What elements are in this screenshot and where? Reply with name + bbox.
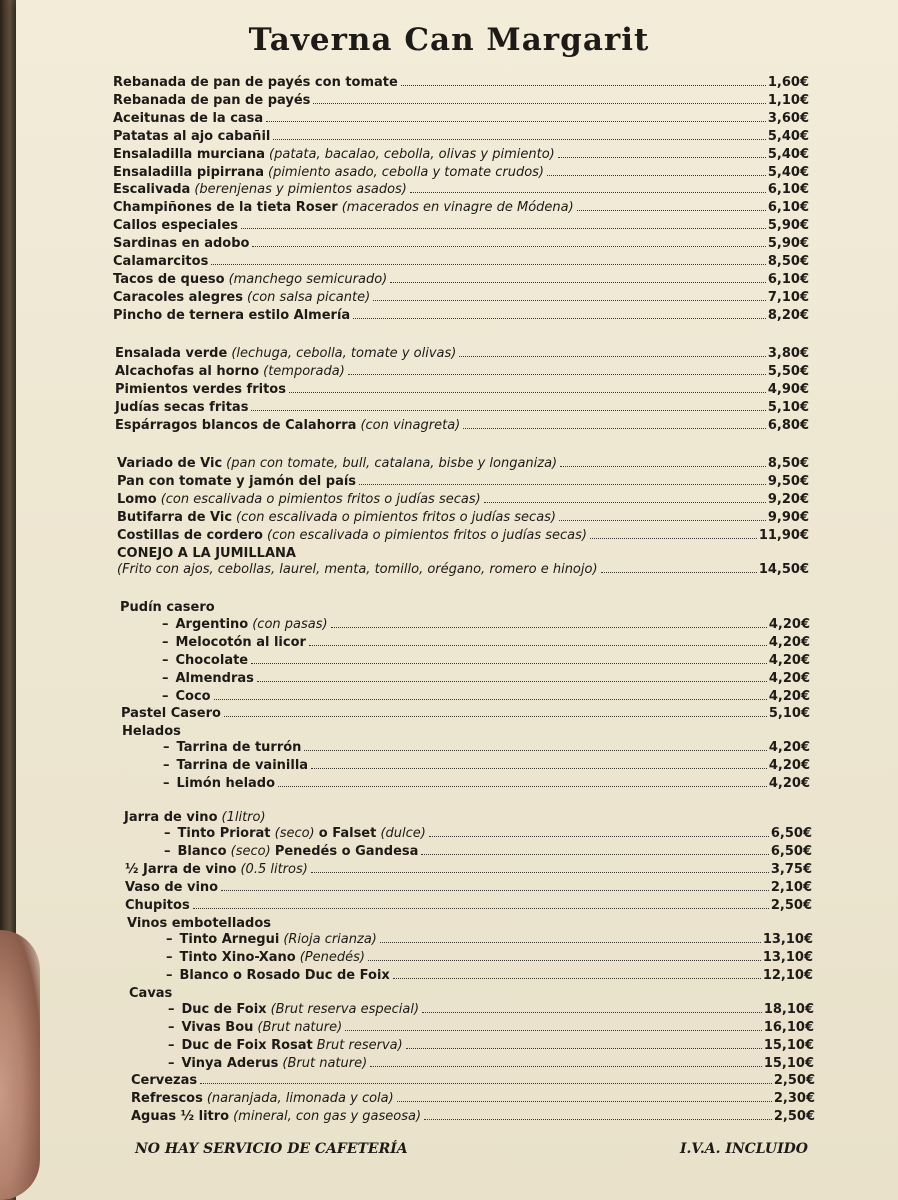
section-header (124, 810, 266, 825)
item-description: (Brut nature) (282, 1055, 368, 1071)
dot-leader (424, 1119, 772, 1120)
item-name: Refrescos (131, 1090, 203, 1106)
item-price: 6,80€ (767, 417, 809, 433)
item-price: 6,10€ (767, 271, 809, 287)
dot-leader (331, 627, 767, 628)
item-name: o Falset (318, 826, 377, 841)
dot-leader (558, 157, 766, 158)
dot-leader (393, 978, 761, 979)
menu-item-row (113, 236, 809, 254)
item-price: 4,20€ (768, 670, 810, 686)
item-description: (patata, bacalao, cebolla, olivas y pimiento) (269, 146, 555, 162)
menu-item-row (115, 382, 809, 400)
menu-item-row (166, 950, 813, 968)
list-dash: – (166, 967, 173, 983)
dot-leader (214, 699, 767, 700)
dot-leader (368, 960, 761, 961)
item-name: Penedés o Gandesa (274, 843, 419, 859)
item-description: (seco) (226, 843, 275, 859)
item-description: (con escalivada o pimientos fritos o judías secas) (236, 509, 557, 525)
dot-leader (224, 716, 767, 717)
item-price: 4,20€ (768, 688, 810, 704)
item-description: (Frito con ajos, cebollas, laurel, menta, tomillo, orégano, romero e hinojo) (117, 562, 598, 577)
item-name: Pimientos verdes fritos (115, 381, 286, 397)
dot-leader (193, 908, 769, 909)
dot-leader (463, 428, 766, 429)
item-price: 9,90€ (767, 509, 809, 525)
item-name: Patatas al ajo cabañil (113, 128, 271, 144)
section-header (127, 916, 271, 931)
item-price: 7,10€ (767, 289, 809, 305)
menu-item-row (113, 182, 809, 200)
item-description: (manchego semicurado) (228, 271, 388, 287)
item-name: Rebanada de pan de payés (113, 92, 311, 108)
menu-item-row (162, 653, 810, 671)
item-price: 4,20€ (768, 652, 810, 668)
list-dash: – (162, 670, 169, 686)
menu-item-row (168, 1056, 814, 1074)
dot-leader (313, 103, 765, 104)
item-description: Brut reserva) (316, 1037, 403, 1053)
dot-leader (266, 121, 766, 122)
item-price: 13,10€ (762, 932, 813, 947)
item-price: 5,50€ (767, 363, 809, 379)
restaurant-title: Taverna Can Margarit (248, 22, 650, 58)
menu-item-row (162, 689, 810, 707)
list-dash: – (163, 775, 170, 791)
item-description: (naranjada, limonada y cola) (206, 1090, 394, 1106)
menu-item-row (113, 75, 809, 93)
dot-leader (211, 264, 766, 265)
menu-item-row (125, 898, 812, 916)
dot-leader (370, 1066, 762, 1067)
list-dash: – (163, 740, 170, 755)
item-price: 4,20€ (768, 634, 810, 650)
dot-leader (559, 520, 766, 521)
header-label: Pudín casero (120, 600, 215, 615)
item-description: (pan con tomate, bull, catalana, bisbe y longaniza) (226, 456, 558, 471)
item-price: 3,75€ (770, 862, 812, 877)
item-name: Almendras (175, 670, 254, 686)
item-name: Pincho de ternera estilo Almería (113, 307, 351, 323)
dot-leader (484, 502, 766, 503)
dot-leader (251, 410, 765, 411)
menu-item-row (115, 418, 809, 436)
dot-leader (459, 356, 766, 357)
dot-leader (380, 942, 761, 943)
item-price: 4,20€ (768, 775, 810, 791)
item-name: Vaso de vino (125, 879, 219, 895)
item-description: (berenjenas y pimientos asados) (194, 182, 407, 198)
dot-leader (406, 1048, 762, 1049)
dot-leader (221, 890, 769, 891)
dot-leader (353, 318, 766, 319)
item-price: 4,90€ (767, 381, 809, 397)
menu-item-row (162, 617, 810, 635)
dot-leader (429, 836, 769, 837)
list-dash: – (163, 757, 170, 773)
item-price: 5,40€ (767, 146, 809, 162)
item-name: Chupitos (125, 897, 190, 913)
item-name: Tarrina de turrón (176, 740, 302, 755)
item-name: Ensaladilla pipirrana (113, 164, 264, 180)
item-name: Champiñones de la tieta Roser (113, 200, 338, 216)
item-name: Blanco (177, 843, 227, 859)
header-label: Cavas (129, 986, 173, 1001)
item-description: (mineral, con gas y gaseosa) (233, 1108, 422, 1124)
list-dash: – (168, 1037, 175, 1053)
menu-item-row (113, 165, 809, 183)
item-price: 3,60€ (767, 110, 809, 126)
item-description: (con salsa picante) (247, 289, 371, 305)
section-header (129, 986, 172, 1001)
dot-leader (421, 854, 768, 855)
item-name: Ensaladilla murciana (113, 146, 266, 162)
menu-item-row (117, 562, 809, 580)
item-description: (0.5 litros) (240, 862, 308, 877)
dot-leader (410, 192, 766, 193)
dot-leader (547, 175, 766, 176)
item-name: Rebanada de pan de payés con tomate (113, 75, 398, 90)
menu-item-row (113, 200, 809, 218)
item-name: Espárragos blancos de Calahorra (115, 417, 357, 433)
item-description: (con escalivada o pimientos fritos o judías secas) (160, 491, 481, 507)
dot-leader (289, 392, 766, 393)
item-price: 2,30€ (773, 1090, 815, 1106)
item-price: 5,40€ (767, 128, 809, 144)
item-price: 8,50€ (767, 456, 809, 471)
header-label: Jarra de vino (124, 810, 218, 825)
menu-item-row (117, 510, 809, 528)
dot-leader (359, 484, 766, 485)
dot-leader (601, 572, 757, 573)
item-price: 6,10€ (767, 200, 809, 216)
item-price: 9,20€ (767, 491, 809, 507)
item-name: Judías secas fritas (115, 399, 249, 415)
dot-leader (390, 282, 766, 283)
item-name: Limón helado (176, 775, 276, 791)
menu-item-row (113, 147, 809, 165)
item-price: 4,20€ (768, 757, 810, 773)
menu-item-row (113, 218, 809, 236)
item-price: 3,80€ (767, 346, 809, 361)
header-label: CONEJO A LA JUMILLANA (117, 546, 296, 561)
menu-item-row (164, 844, 812, 862)
item-price: 1,60€ (767, 75, 809, 90)
menu-item-row (162, 671, 810, 689)
item-description: (con vinagreta) (360, 417, 461, 433)
menu-item-row (163, 776, 810, 794)
menu-item-row (125, 880, 812, 898)
item-name: Alcachofas al horno (115, 363, 260, 379)
list-dash: – (162, 634, 169, 650)
item-name: Aguas ½ litro (131, 1108, 230, 1124)
item-price: 2,50€ (770, 897, 812, 913)
dot-leader (401, 85, 766, 86)
item-price: 14,50€ (758, 562, 809, 577)
list-dash: – (162, 652, 169, 668)
item-price: 4,20€ (768, 740, 810, 755)
item-description: (Penedés) (299, 949, 365, 965)
menu-item-row (115, 346, 809, 364)
item-price: 8,50€ (767, 254, 809, 269)
menu-item-row (168, 1002, 814, 1020)
dot-leader (304, 750, 766, 751)
item-name: Argentino (175, 617, 249, 632)
list-dash: – (168, 1019, 175, 1035)
section-header (120, 600, 215, 615)
item-name: Duc de Foix (181, 1002, 267, 1017)
menu-item-row (168, 1020, 814, 1038)
item-price: 16,10€ (763, 1019, 814, 1035)
menu-item-row (113, 129, 809, 147)
menu-item-row (163, 740, 810, 758)
menu-item-row (163, 758, 810, 776)
menu-item-row (117, 528, 809, 546)
item-price: 9,50€ (767, 473, 809, 489)
item-name: Duc de Foix Rosat (181, 1037, 313, 1053)
item-description: (lechuga, cebolla, tomate y olivas) (231, 346, 457, 361)
list-dash: – (166, 949, 173, 965)
dot-leader (348, 374, 766, 375)
header-label: Helados (122, 724, 181, 739)
item-name: Sardinas en adobo (113, 236, 250, 252)
menu-item-row (113, 93, 809, 111)
item-price: 6,10€ (767, 182, 809, 198)
item-price: 6,50€ (770, 843, 812, 859)
vat-notice: I.V.A. INCLUIDO (680, 1141, 808, 1157)
item-price: 6,50€ (770, 826, 812, 841)
item-price: 18,10€ (763, 1002, 814, 1017)
menu-item-row (115, 364, 809, 382)
list-dash: – (168, 1002, 175, 1017)
item-description: (con escalivada o pimientos fritos o judías secas) (267, 527, 587, 543)
item-price: 4,20€ (768, 617, 810, 632)
item-description: (pimiento asado, cebolla y tomate crudos) (268, 164, 544, 180)
menu-item-row (164, 826, 812, 844)
menu-item-row (113, 272, 809, 290)
dot-leader (252, 246, 765, 247)
item-price: 5,10€ (768, 706, 810, 721)
dot-leader (257, 681, 767, 682)
item-description: (temporada) (263, 363, 345, 379)
item-price: 5,90€ (767, 218, 809, 234)
item-description: (macerados en vinagre de Módena) (341, 200, 574, 216)
item-description: (Brut reserva especial) (270, 1002, 420, 1017)
list-dash: – (164, 826, 171, 841)
item-description: (con pasas) (252, 617, 328, 632)
item-name: Butifarra de Vic (117, 509, 233, 525)
item-name: Ensalada verde (115, 346, 228, 361)
item-price: 5,90€ (767, 236, 809, 252)
item-name: Coco (175, 688, 211, 704)
item-name: ½ Jarra de vino (125, 862, 237, 877)
list-dash: – (162, 617, 169, 632)
item-name: Pan con tomate y jamón del país (117, 473, 357, 489)
dot-leader (273, 139, 766, 140)
item-price: 2,50€ (773, 1108, 815, 1124)
list-dash: – (168, 1055, 175, 1071)
menu-item-row (131, 1073, 815, 1091)
item-price: 11,90€ (758, 527, 809, 543)
thumb (0, 930, 40, 1200)
item-price: 5,10€ (767, 399, 809, 415)
item-description: (dulce) (376, 826, 426, 841)
item-name: Tacos de queso (113, 271, 225, 287)
item-description: (Rioja crianza) (283, 932, 377, 947)
item-price: 8,20€ (767, 307, 809, 323)
item-price: 5,40€ (767, 164, 809, 180)
dot-leader (373, 300, 766, 301)
list-dash: – (166, 932, 173, 947)
menu-item-row (166, 968, 813, 986)
item-name: Costillas de cordero (117, 527, 263, 543)
item-name: Tarrina de vainilla (176, 757, 309, 773)
item-name: Calamarcitos (113, 254, 209, 269)
dot-leader (200, 1083, 772, 1084)
item-name: Cervezas (131, 1073, 198, 1088)
menu-item-row (115, 400, 809, 418)
menu-item-row (121, 706, 810, 724)
menu-item-row (168, 1038, 814, 1056)
dot-leader (560, 466, 766, 467)
item-name: Blanco o Rosado Duc de Foix (179, 967, 390, 983)
menu-item-row (131, 1091, 815, 1109)
item-price: 12,10€ (762, 967, 813, 983)
menu-item-row (131, 1109, 815, 1127)
item-name: Callos especiales (113, 218, 239, 234)
menu-item-row (125, 862, 812, 880)
item-description: (seco) (270, 826, 319, 841)
menu-item-row (113, 111, 809, 129)
menu-item-row (113, 290, 809, 308)
menu-item-row (117, 492, 809, 510)
header-description: (1litro) (221, 810, 266, 825)
item-name: Lomo (117, 491, 157, 507)
item-name: Variado de Vic (117, 456, 223, 471)
item-name: Vivas Bou (181, 1019, 254, 1035)
menu-item-row (117, 456, 809, 474)
menu-item-row (113, 308, 809, 326)
item-price: 15,10€ (763, 1037, 814, 1053)
dot-leader (311, 872, 769, 873)
no-cafe-notice: NO HAY SERVICIO DE CAFETERÍA (135, 1141, 408, 1157)
item-description: (Brut nature) (257, 1019, 343, 1035)
item-name: Escalivada (113, 182, 191, 198)
dot-leader (278, 786, 767, 787)
dot-leader (251, 663, 767, 664)
item-name: Caracoles alegres (113, 289, 243, 305)
item-name: Vinya Aderus (181, 1055, 279, 1071)
item-name: Chocolate (175, 652, 249, 668)
item-name: Pastel Casero (121, 706, 221, 721)
dot-leader (577, 210, 766, 211)
item-name: Tinto Priorat (177, 826, 271, 841)
item-price: 2,50€ (773, 1073, 815, 1088)
menu-item-row (117, 474, 809, 492)
list-dash: – (162, 688, 169, 704)
list-dash: – (164, 843, 171, 859)
item-name: Aceitunas de la casa (113, 110, 264, 126)
dot-leader (241, 228, 766, 229)
section-header (122, 724, 181, 739)
item-price: 2,10€ (770, 879, 812, 895)
menu-item-row (166, 932, 813, 950)
dot-leader (397, 1101, 772, 1102)
dot-leader (422, 1012, 762, 1013)
menu-item-row (162, 635, 810, 653)
dot-leader (345, 1030, 762, 1031)
item-name: Tinto Xino-Xano (179, 949, 296, 965)
item-price: 1,10€ (767, 92, 809, 108)
section-header (117, 546, 296, 561)
dot-leader (311, 768, 767, 769)
item-name: Melocotón al licor (175, 634, 306, 650)
header-label: Vinos embotellados (127, 916, 272, 931)
item-name: Tinto Arnegui (179, 932, 280, 947)
dot-leader (590, 538, 757, 539)
dot-leader (309, 645, 767, 646)
item-price: 15,10€ (763, 1055, 814, 1071)
item-price: 13,10€ (762, 949, 813, 965)
menu-item-row (113, 254, 809, 272)
